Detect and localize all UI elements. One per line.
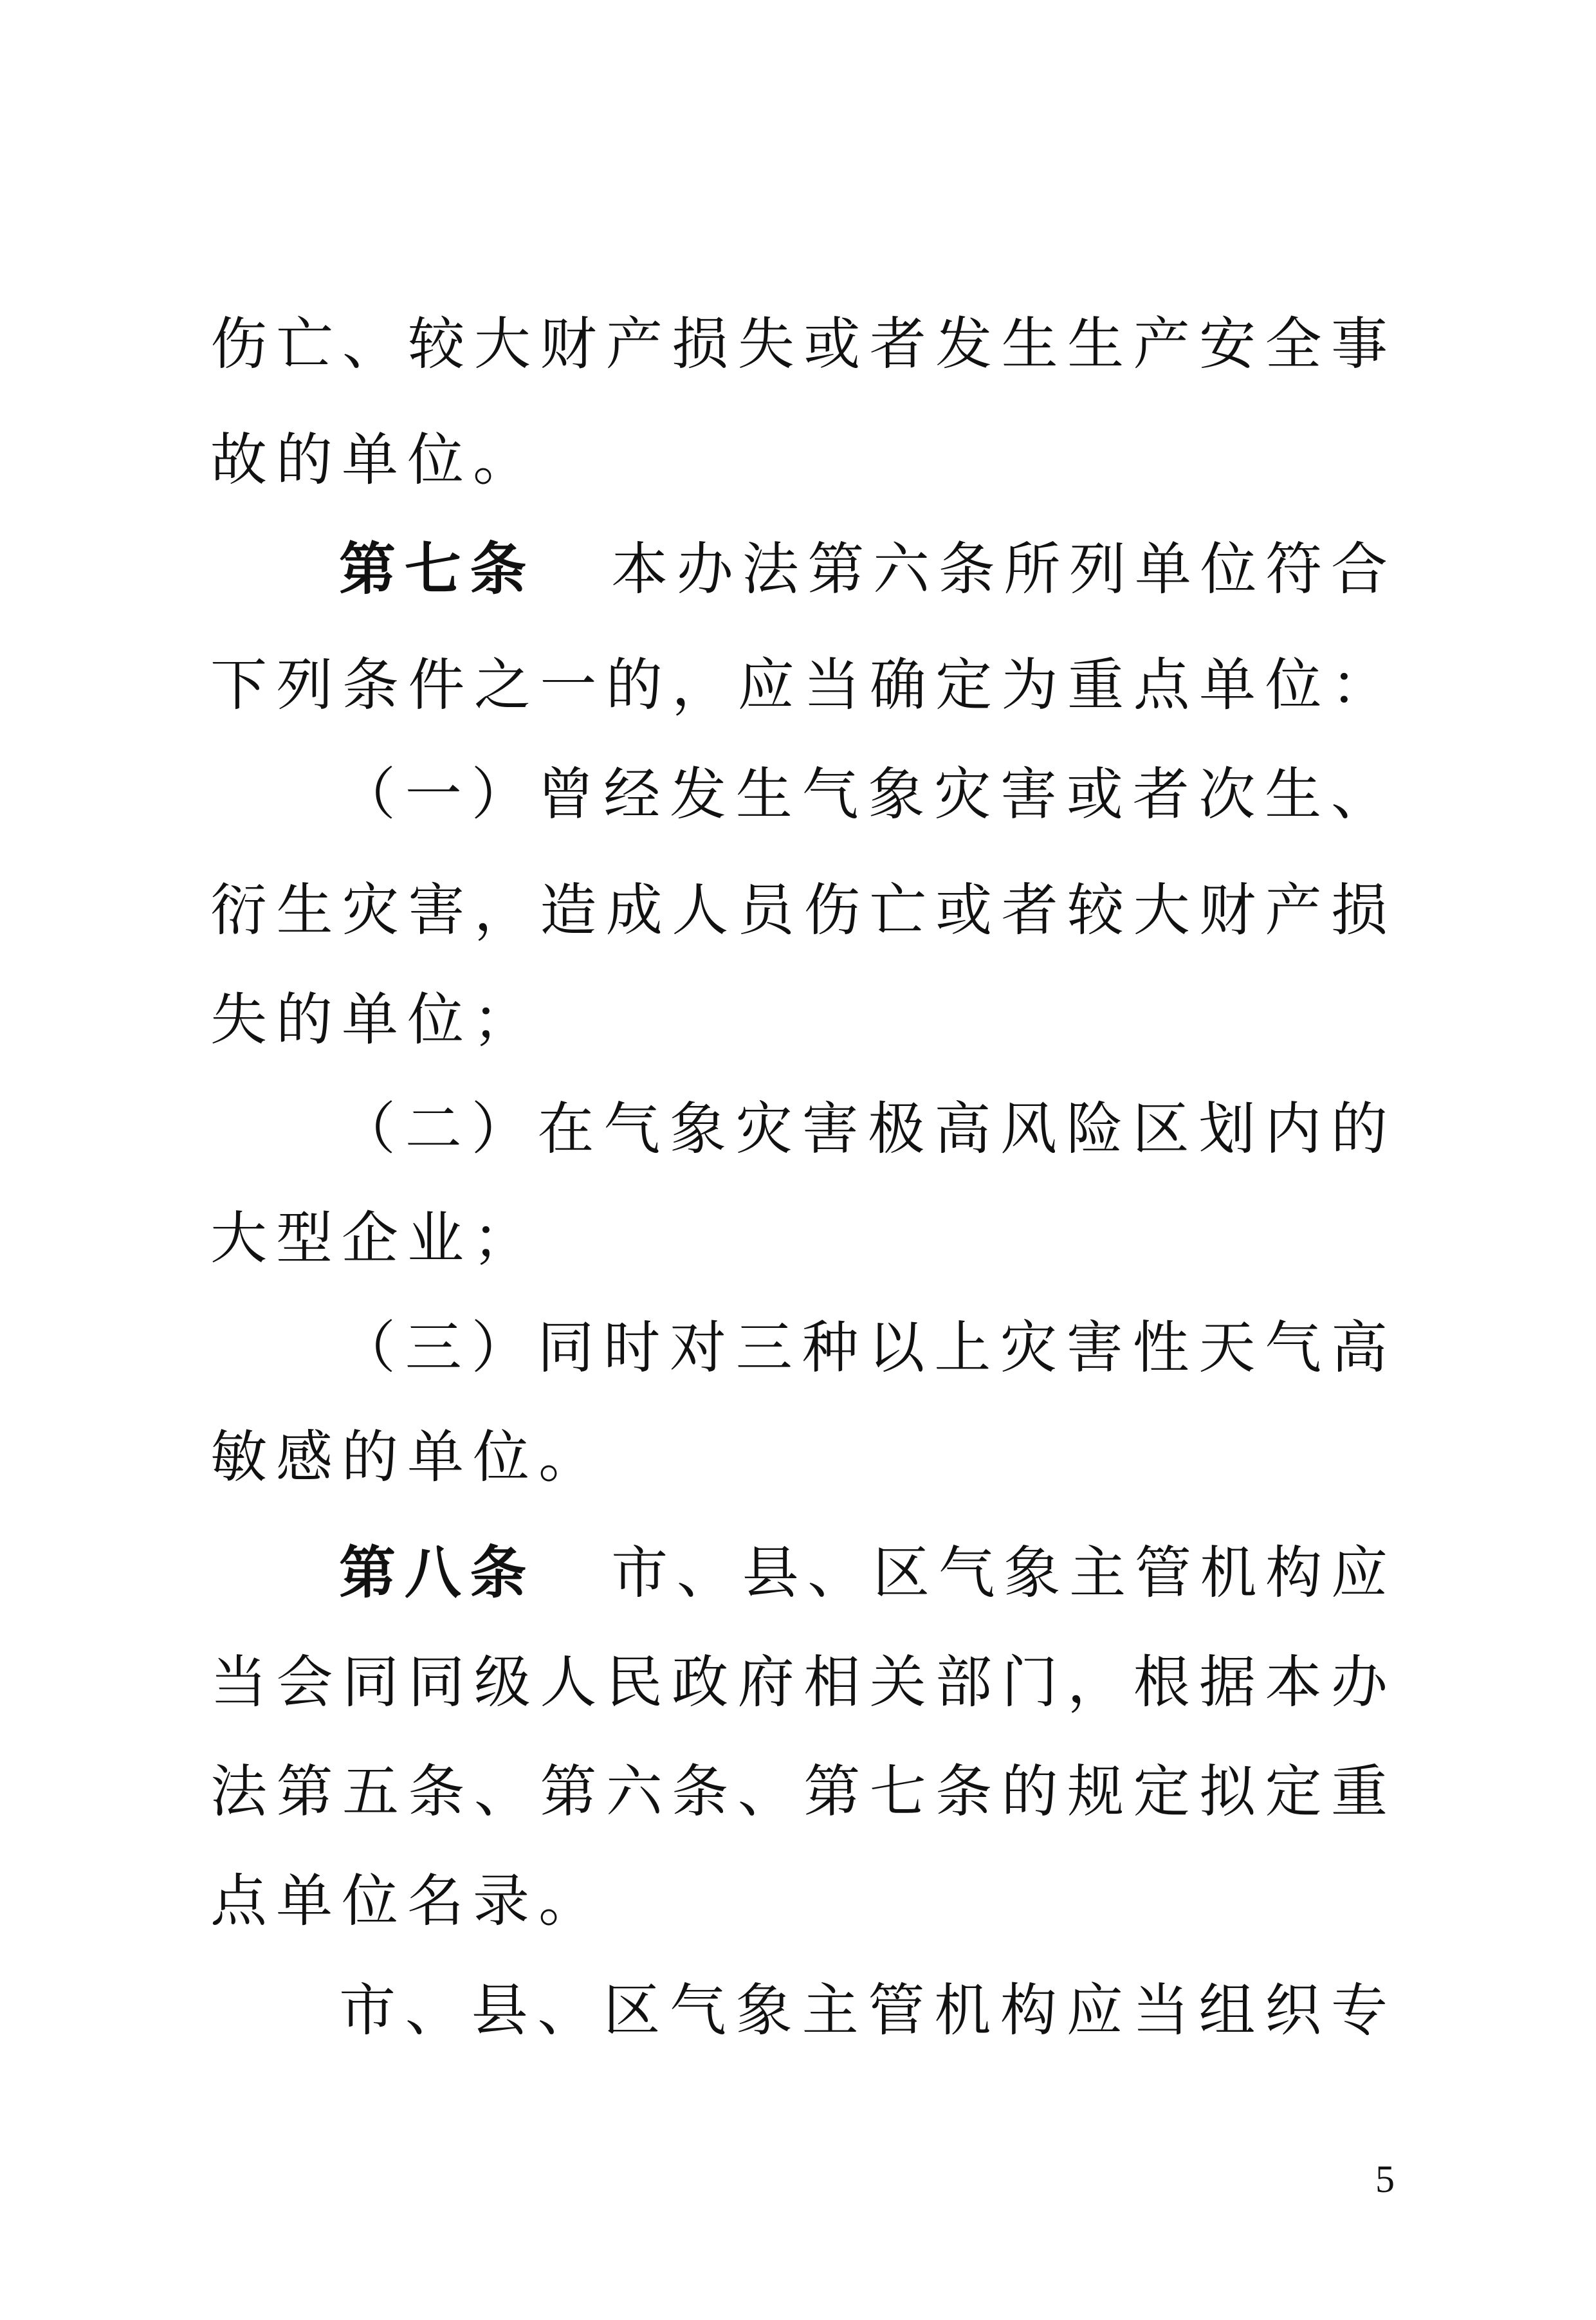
- text-line: 点单位名录。: [210, 1868, 605, 1934]
- article-8-paragraph: [339, 1525, 1388, 1621]
- text-line: 敏感的单位。: [210, 1424, 605, 1490]
- text-line: 失的单位；: [210, 986, 539, 1053]
- text-line: 衍生灾害，造成人员伤亡或者较大财产损: [210, 877, 1388, 943]
- text-line: 市、县、区气象主管机构应: [611, 1540, 1388, 1606]
- text-line: 大型企业；: [210, 1205, 539, 1271]
- text-line: 当会同同级人民政府相关部门，根据本办: [210, 1649, 1388, 1715]
- text-line: 故的单位。: [210, 427, 539, 493]
- article-8-heading: 第八条: [339, 1540, 536, 1606]
- list-item-2: （二）在气象灾害极高风险区划内的: [339, 1096, 1388, 1162]
- article-7-heading: 第七条: [339, 536, 536, 602]
- list-item-3: （三）同时对三种以上灾害性天气高: [339, 1314, 1388, 1381]
- article-7-paragraph: [339, 521, 1388, 618]
- text-line: 伤亡、较大财产损失或者发生生产安全事: [210, 311, 1388, 377]
- text-line: 法第五条、第六条、第七条的规定拟定重: [210, 1758, 1388, 1825]
- page-number: 5: [1375, 2158, 1395, 2200]
- text-line: 本办法第六条所列单位符合: [611, 536, 1388, 602]
- list-item-1: （一）曾经发生气象灾害或者次生、: [339, 761, 1388, 827]
- text-line: 下列条件之一的，应当确定为重点单位：: [210, 652, 1388, 718]
- text-line: 市、县、区气象主管机构应当组织专: [339, 1977, 1388, 2043]
